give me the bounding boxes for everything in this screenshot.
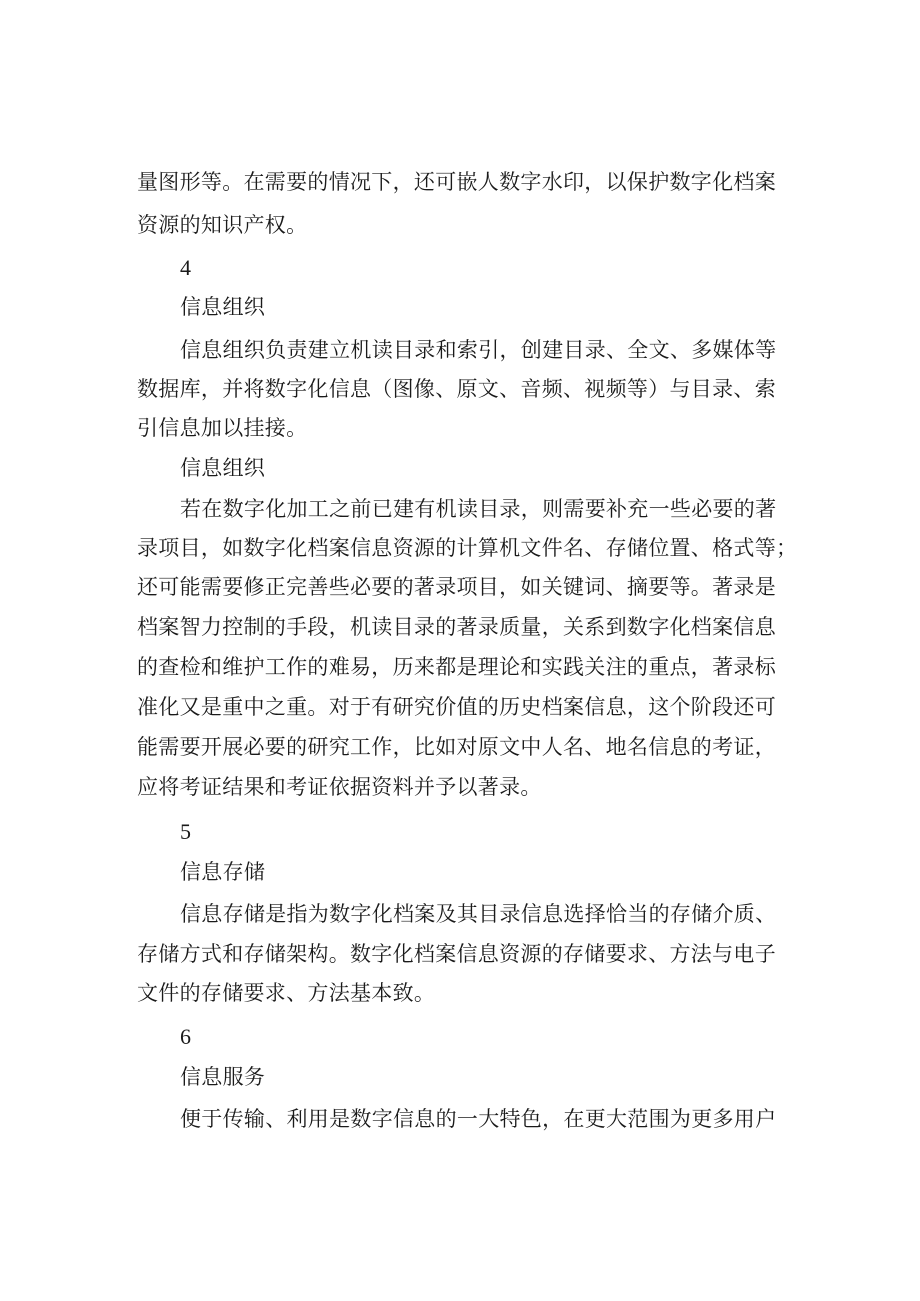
paragraph-line: 能需要开展必要的研究工作，比如对原文中人名、地名信息的考证， [137,735,776,759]
paragraph-line: 存储方式和存储架构。数字化档案信息资源的存储要求、方法与电子 [137,942,776,966]
paragraph-line: 应将考证结果和考证依据资料并予以著录。 [137,775,542,799]
paragraph-line: 若在数字化加工之前已建有机读目录，则需要补充一些必要的著 [180,497,777,521]
paragraph-line: 文件的存储要求、方法基本致。 [137,981,436,1005]
paragraph-line: 信息存储是指为数字化档案及其目录信息选择恰当的存储介质、 [180,902,777,926]
paragraph-line: 准化又是重中之重。对于有研究价值的历史档案信息，这个阶段还可 [137,695,776,719]
section-number: 5 [180,819,192,844]
section-number: 4 [180,255,192,280]
section-heading: 信息存储 [180,860,266,884]
paragraph-line: 资源的知识产权。 [137,213,308,237]
section-heading: 信息组织 [180,295,266,319]
section-number: 6 [180,1024,192,1049]
paragraph-line: 数据库，并将数字化信息（图像、原文、音频、视频等）与目录、索 [137,377,776,401]
paragraph-line: 还可能需要修正完善些必要的著录项目，如关键词、摘要等。著录是 [137,575,776,599]
paragraph-line: 量图形等。在需要的情况下，还可嵌人数字水印，以保护数字化档案 [137,170,776,194]
section-heading: 信息服务 [180,1065,266,1089]
paragraph-line: 引信息加以挂接。 [137,416,308,440]
section-heading: 信息组织 [180,456,266,480]
paragraph-line: 录项目，如数字化档案信息资源的计算机文件名、存储位置、格式等； [137,536,798,560]
paragraph-line: 便于传输、利用是数字信息的一大特色，在更大范围为更多用户 [180,1107,777,1131]
paragraph-line: 档案智力控制的手段，机读目录的著录质量，关系到数字化档案信息 [137,615,776,639]
paragraph-line: 信息组织负责建立机读目录和索引，创建目录、全文、多媒体等 [180,338,777,362]
paragraph-line: 的查检和维护工作的难易，历来都是理论和实践关注的重点，著录标 [137,655,776,679]
